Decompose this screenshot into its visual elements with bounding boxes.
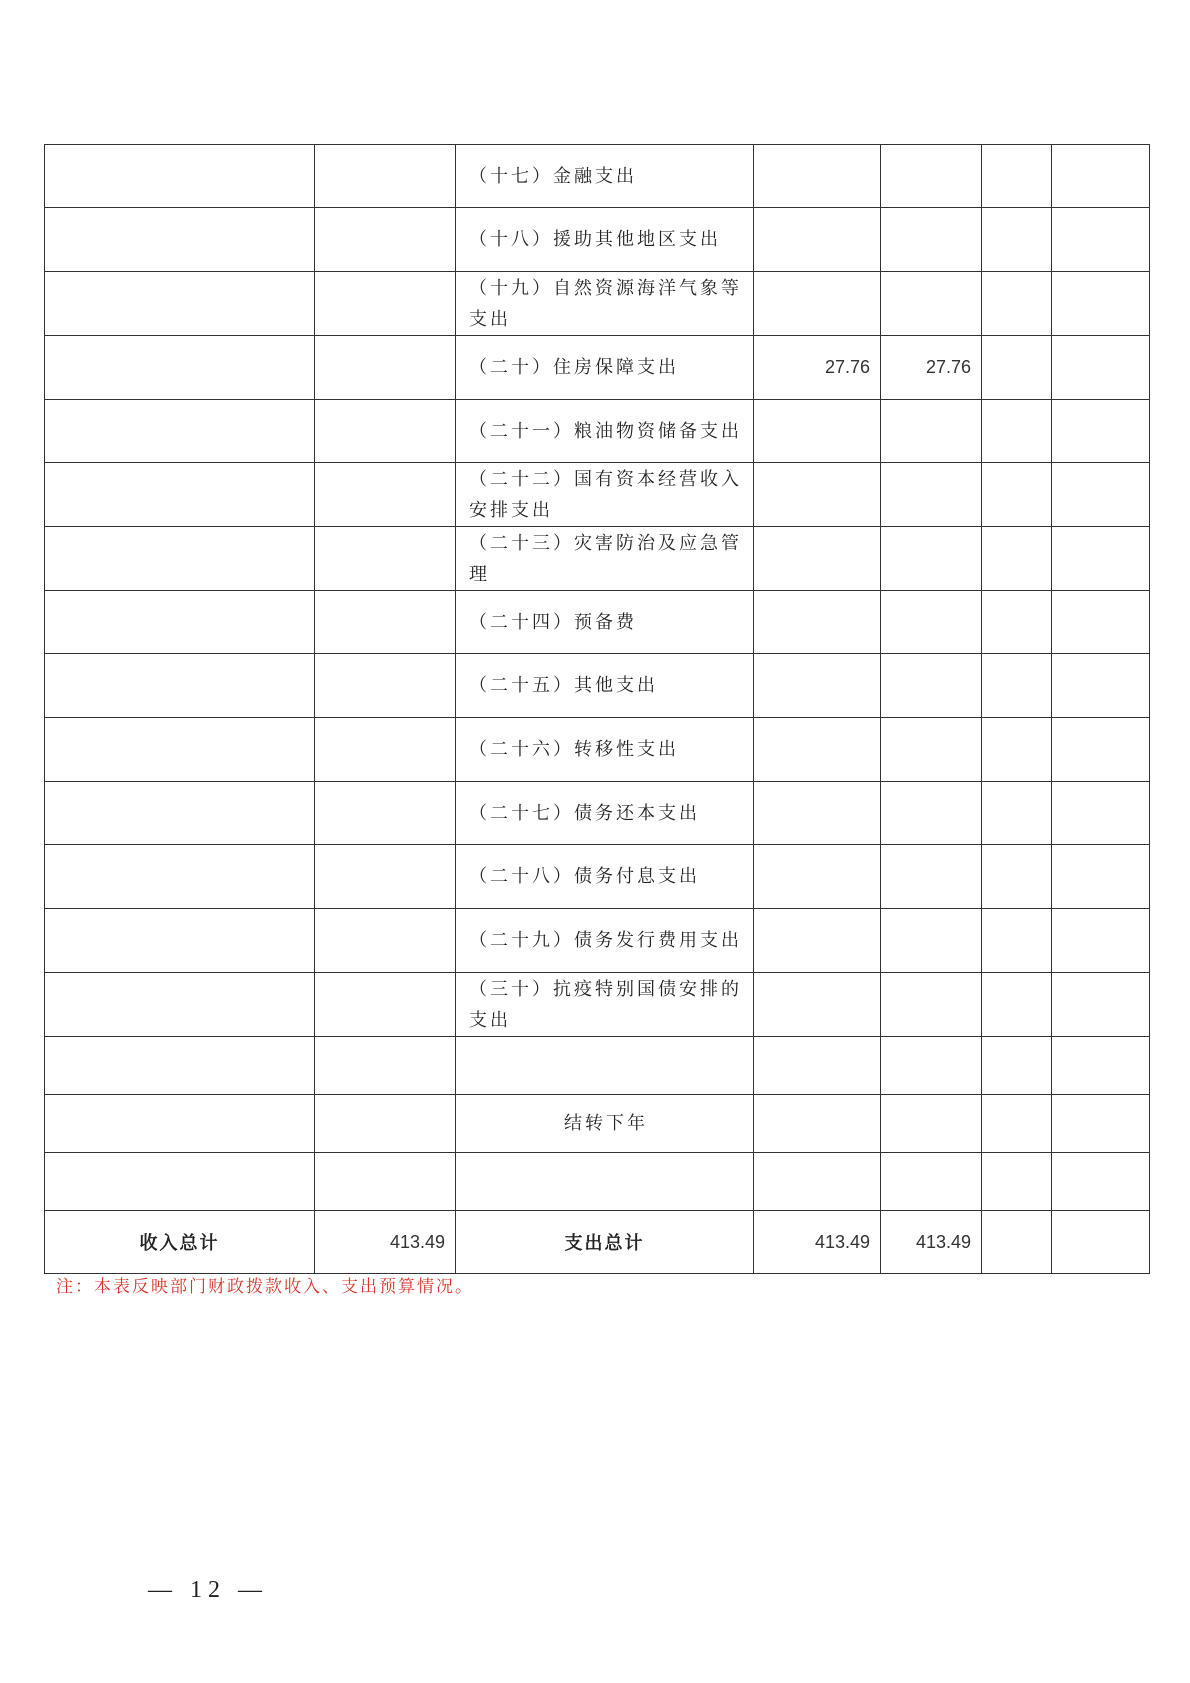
table-row: [45, 845, 1150, 909]
expense-item: （二十二）国有资本经营收入安排支出: [456, 463, 754, 527]
table-row: [45, 336, 1150, 400]
income-total-label: 收入总计: [45, 1211, 315, 1274]
expense-item: （二十八）债务付息支出: [456, 845, 754, 909]
table-row-empty: [45, 1037, 1150, 1095]
expense-total-value-2: 413.49: [881, 1211, 982, 1274]
table-row: [45, 463, 1150, 527]
table-row: [45, 400, 1150, 463]
table-row: [45, 909, 1150, 973]
budget-table: [44, 144, 1150, 1274]
expense-total-value: 413.49: [754, 1211, 881, 1274]
table-row: [45, 782, 1150, 845]
table-row: [45, 973, 1150, 1037]
expense-item: （二十五）其他支出: [456, 654, 754, 718]
expense-item: （二十七）债务还本支出: [456, 782, 754, 845]
expense-total-label: 支出总计: [456, 1211, 754, 1274]
expense-item: （十九）自然资源海洋气象等支出: [456, 272, 754, 336]
table-row-carryover: [45, 1095, 1150, 1153]
expense-item: （十七）金融支出: [456, 145, 754, 208]
table-row: [45, 145, 1150, 208]
amount-cell: 27.76: [754, 336, 881, 400]
expense-item: （十八）援助其他地区支出: [456, 208, 754, 272]
expense-item: （二十一）粮油物资储备支出: [456, 400, 754, 463]
expense-item: （二十六）转移性支出: [456, 718, 754, 782]
table-row: [45, 718, 1150, 782]
table-row: [45, 272, 1150, 336]
expense-item: （二十三）灾害防治及应急管理: [456, 527, 754, 591]
page-number: — 12 —: [148, 1577, 268, 1603]
expense-item: （二十四）预备费: [456, 591, 754, 654]
table-row: [45, 654, 1150, 718]
carryover-label: 结转下年: [456, 1095, 754, 1153]
income-total-value: 413.49: [315, 1211, 456, 1274]
table-row-empty: [45, 1153, 1150, 1211]
table-row: [45, 527, 1150, 591]
table-row: [45, 591, 1150, 654]
table-row: [45, 208, 1150, 272]
amount-cell: 27.76: [881, 336, 982, 400]
expense-item: （二十）住房保障支出: [456, 336, 754, 400]
table-row-totals: [45, 1211, 1150, 1274]
table-note: 注：本表反映部门财政拨款收入、支出预算情况。: [56, 1277, 474, 1297]
expense-item: （三十）抗疫特别国债安排的支出: [456, 973, 754, 1037]
expense-item: （二十九）债务发行费用支出: [456, 909, 754, 973]
